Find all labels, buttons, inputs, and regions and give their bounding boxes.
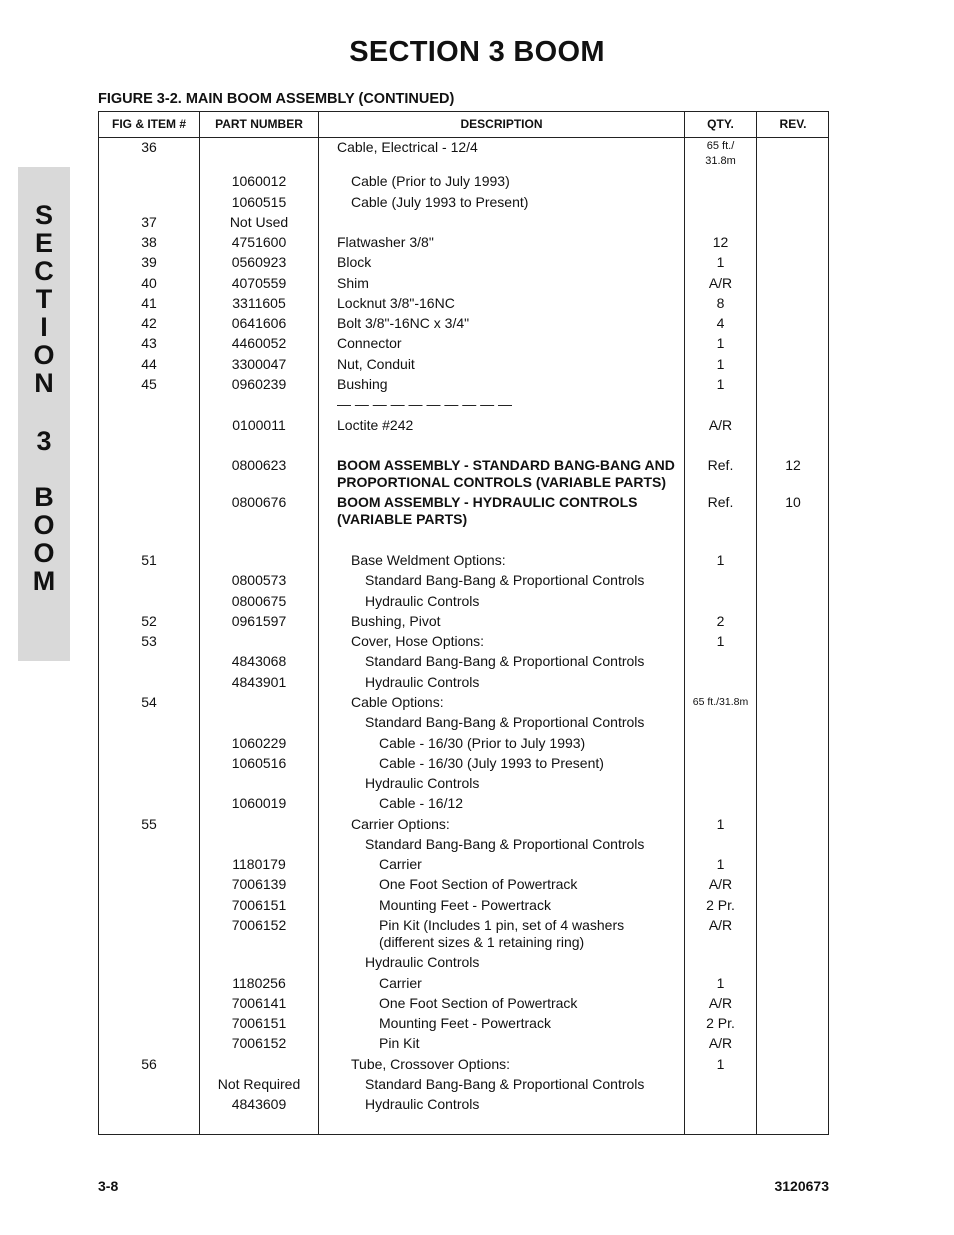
qty-cell: 12 [712, 234, 729, 250]
qty-cell: 1 [716, 552, 725, 568]
part-number-cell: 0100011 [232, 417, 286, 433]
qty-cell: 1 [716, 633, 725, 649]
column-header-rev: REV. [779, 117, 807, 131]
description-cell: Carrier [379, 856, 422, 872]
part-number-cell: 0961597 [231, 613, 287, 629]
qty-cell: 1 [716, 254, 725, 270]
fig-item-cell: 40 [141, 275, 157, 291]
qty-cell: A/R [708, 995, 733, 1011]
description-cell: Shim [337, 275, 369, 291]
part-number-cell: 1060229 [231, 735, 287, 751]
description-cell: Bushing, Pivot [351, 613, 441, 629]
fig-item-cell: 39 [141, 254, 157, 270]
description-cell: Block [337, 254, 372, 270]
description-cell: Base Weldment Options: [351, 552, 506, 568]
part-number-cell: Not Required [217, 1076, 301, 1092]
qty-cell: 8 [716, 295, 725, 311]
description-cell: Flatwasher 3/8" [337, 234, 434, 250]
fig-item-cell: 45 [141, 376, 157, 392]
qty-cell: 1 [716, 816, 725, 832]
fig-item-cell: 43 [141, 335, 157, 351]
fig-item-cell: 42 [141, 315, 157, 331]
description-cell: BOOM ASSEMBLY - STANDARD BANG-BANG AND PROPORTIONAL CONTROLS (VARIABLE PARTS) [337, 457, 675, 490]
qty-cell: 1 [716, 856, 725, 872]
part-number-cell: 1180179 [232, 856, 286, 872]
part-number-cell: 7006139 [231, 876, 287, 892]
description-cell: Locknut 3/8"-16NC [337, 295, 455, 311]
fig-item-cell: 36 [141, 139, 157, 155]
description-cell: One Foot Section of Powertrack [379, 995, 578, 1011]
qty-cell: 1 [716, 1056, 725, 1072]
part-number-cell: 1060012 [231, 173, 287, 189]
qty-cell: 2 Pr. [706, 1015, 735, 1031]
part-number-cell: 7006151 [231, 897, 287, 913]
qty-cell: 2 Pr. [706, 897, 735, 913]
description-cell: Hydraulic Controls [365, 1096, 480, 1112]
description-cell: BOOM ASSEMBLY - HYDRAULIC CONTROLS (VARIABLE PARTS) [337, 494, 638, 527]
part-number-cell: 4843901 [231, 674, 287, 690]
description-cell: Cable Options: [351, 694, 444, 710]
part-number-cell: 7006151 [231, 1015, 287, 1031]
part-number-cell: 1180256 [232, 975, 286, 991]
description-cell: Bushing [337, 376, 388, 392]
part-number-cell: 0960239 [231, 376, 287, 392]
side-tab-letter: O [33, 340, 55, 370]
qty-cell: 1 [716, 356, 725, 372]
description-cell: Nut, Conduit [337, 356, 415, 372]
part-number-cell: 1060019 [231, 795, 287, 811]
column-divider [318, 112, 319, 1134]
part-number-cell: 0800675 [231, 593, 287, 609]
fig-item-cell: 56 [141, 1056, 157, 1072]
side-tab-letter: C [34, 256, 54, 286]
side-tab-letter: E [34, 228, 53, 258]
side-tab-letter: T [35, 284, 53, 314]
fig-item-cell: 38 [141, 234, 157, 250]
page-title: SECTION 3 BOOM [349, 36, 605, 68]
description-cell: Cable (July 1993 to Present) [351, 194, 529, 210]
qty-cell: 65 ft./31.8m [692, 696, 749, 708]
description-cell: Hydraulic Controls [365, 775, 480, 791]
description-cell: Mounting Feet - Powertrack [379, 1015, 551, 1031]
qty-cell: 1 [716, 376, 725, 392]
fig-item-cell: 53 [141, 633, 157, 649]
column-header-item: FIG & ITEM # [111, 117, 186, 131]
description-cell: Standard Bang-Bang & Proportional Controls [365, 836, 645, 852]
qty-cell: 1 [716, 335, 725, 351]
qty-cell: 4 [716, 315, 725, 331]
column-divider [756, 112, 757, 1134]
description-cell: Standard Bang-Bang & Proportional Controls [365, 1076, 645, 1092]
description-cell: Pin Kit [379, 1035, 420, 1051]
part-number-cell: 7006152 [231, 917, 287, 933]
description-cell: Cover, Hose Options: [351, 633, 485, 649]
description-cell: Carrier Options: [351, 816, 450, 832]
document-number: 3120673 [774, 1178, 829, 1194]
description-cell: Cable - 16/30 (July 1993 to Present) [379, 755, 604, 771]
description-cell: Hydraulic Controls [365, 593, 480, 609]
part-number-cell: Not Used [229, 214, 289, 230]
qty-cell: 2 [716, 613, 725, 629]
rev-cell: 10 [785, 494, 801, 510]
description-cell: Cable - 16/12 [379, 795, 464, 811]
part-number-cell: 3311605 [232, 295, 286, 311]
description-cell: Hydraulic Controls [365, 954, 480, 970]
description-cell: Cable - 16/30 (Prior to July 1993) [379, 735, 586, 751]
description-cell: Connector [337, 335, 402, 351]
description-cell: Tube, Crossover Options: [351, 1056, 510, 1072]
fig-item-cell: 52 [141, 613, 157, 629]
part-number-cell: 4843609 [231, 1096, 287, 1112]
column-header-part-number: PART NUMBER [215, 117, 303, 131]
part-number-cell: 7006152 [231, 1035, 287, 1051]
part-number-cell: 1060516 [231, 755, 287, 771]
header-divider [99, 137, 828, 138]
fig-item-cell: 44 [141, 356, 157, 372]
qty-cell: Ref. [707, 494, 734, 510]
part-number-cell: 3300047 [231, 356, 287, 372]
part-number-cell: 0560923 [231, 254, 287, 270]
part-number-cell: 0641606 [231, 315, 287, 331]
fig-item-cell: 54 [141, 694, 157, 710]
side-tab-letter: O [33, 538, 55, 568]
qty-cell: A/R [708, 1035, 733, 1051]
description-cell: Mounting Feet - Powertrack [379, 897, 551, 913]
description-cell: One Foot Section of Powertrack [379, 876, 578, 892]
fig-item-cell: 41 [141, 295, 157, 311]
column-header-description: DESCRIPTION [460, 117, 543, 131]
description-cell: Standard Bang-Bang & Proportional Controls [365, 714, 645, 730]
parts-table [98, 111, 829, 1135]
part-number-cell: 4843068 [231, 653, 287, 669]
description-cell: Hydraulic Controls [365, 674, 480, 690]
qty-cell: A/R [708, 275, 733, 291]
description-cell: Bolt 3/8"-16NC x 3/4" [337, 315, 470, 331]
qty-cell: Ref. [707, 457, 734, 473]
part-number-cell: 1060515 [231, 194, 287, 210]
qty-cell: 65 ft./ 31.8m [705, 140, 736, 167]
part-number-cell: 4070559 [231, 275, 287, 291]
description-cell: Loctite #242 [337, 417, 414, 433]
qty-cell: A/R [708, 917, 733, 933]
qty-cell: A/R [708, 417, 733, 433]
fig-item-cell: 37 [141, 214, 157, 230]
part-number-cell: 7006141 [231, 995, 287, 1011]
side-tab-letter: B [34, 482, 54, 512]
part-number-cell: 0800573 [231, 572, 287, 588]
side-tab-letter: N [34, 368, 54, 398]
description-cell: Standard Bang-Bang & Proportional Controls [365, 653, 645, 669]
page-number: 3-8 [98, 1178, 119, 1194]
section-side-tab [18, 167, 70, 661]
description-cell: Standard Bang-Bang & Proportional Controls [365, 572, 645, 588]
figure-caption: FIGURE 3-2. MAIN BOOM ASSEMBLY (CONTINUED) [98, 91, 455, 107]
side-tab-letter: M [32, 566, 56, 596]
part-number-cell: 0800676 [231, 494, 287, 510]
part-number-cell: 4460052 [231, 335, 287, 351]
description-cell: Cable (Prior to July 1993) [351, 173, 510, 189]
fig-item-cell: 51 [141, 552, 157, 568]
rev-cell: 12 [785, 457, 801, 473]
description-cell: — — — — — — — — — — [337, 396, 513, 412]
description-cell: Pin Kit (Includes 1 pin, set of 4 washers (different sizes & 1 retaining ring) [379, 917, 625, 950]
side-tab-letter: I [40, 312, 48, 342]
side-tab-letter: O [33, 510, 55, 540]
part-number-cell: 4751600 [231, 234, 287, 250]
qty-cell: A/R [708, 876, 733, 892]
qty-cell: 1 [716, 975, 725, 991]
side-tab-letter: S [34, 200, 53, 230]
description-cell: Carrier [379, 975, 422, 991]
column-header-qty: QTY. [707, 117, 734, 131]
description-cell: Cable, Electrical - 12/4 [337, 139, 478, 155]
side-tab-letter: 3 [36, 426, 52, 456]
fig-item-cell: 55 [141, 816, 157, 832]
part-number-cell: 0800623 [231, 457, 287, 473]
